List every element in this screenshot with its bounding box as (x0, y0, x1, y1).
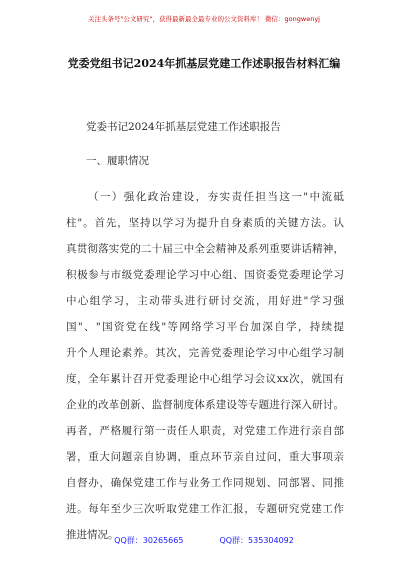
report-subtitle: 党委书记2024年抓基层党建工作述职报告 (86, 121, 281, 133)
paragraph-line: 积极参与市级党委理论学习中心组、国资委党委理论学习 (66, 269, 344, 281)
paragraph-line: （一）强化政治建设，夯实责任担当这一"中流砥 (88, 191, 344, 203)
paragraph-line: 国"、"国资党在线"等网络学习平台加深自学，持续提 (66, 321, 344, 333)
footer-qq-group-2: QQ群：535304092 (219, 536, 294, 545)
paragraph-line: 企业的改革创新、监督制度体系建设等专题进行深入研讨。 (66, 399, 344, 411)
paragraph-line: 进。每年至少三次听取党建工作汇报，专题研究党建工作 (66, 503, 344, 515)
footer-qq-group-1: QQ群：30265665 (114, 536, 184, 545)
footer (0, 535, 408, 546)
paragraph-line: 度，全年累计召开党委理论中心组学习会议xx次，就国有 (66, 373, 344, 385)
banner-text: 关注头条号"公文研究"，获得最新最全最专业的公文资料库！ 微信：gongwenyj (88, 14, 320, 23)
paragraph-line: 升个人理论素养。其次，完善党委理论学习中心组学习制 (66, 347, 344, 359)
paragraph-line: 真贯彻落实党的二十届三中全会精神及系列重要讲话精神， (66, 243, 344, 255)
paragraph-line: 署，重大问题亲自协调，重点环节亲自过问，重大事项亲 (66, 451, 344, 463)
document-title: 党委党组书记2024年抓基层党建工作述职报告材料汇编 (67, 57, 341, 70)
section-heading: 一、履职情况 (86, 155, 149, 167)
top-banner (0, 0, 408, 36)
paragraph-line: 中心组学习，主动带头进行研讨交流，用好进"学习强 (66, 295, 344, 307)
paragraph-line: 再者，严格履行第一责任人职责，对党建工作进行亲自部 (66, 425, 344, 437)
paragraph-line: 柱"。首先，坚持以学习为提升自身素质的关键方法。认 (66, 217, 344, 229)
paragraph-line: 推进情况。 (66, 529, 119, 541)
paragraph-line: 自督办，确保党建工作与业务工作同规划、同部署、同推 (66, 477, 344, 489)
